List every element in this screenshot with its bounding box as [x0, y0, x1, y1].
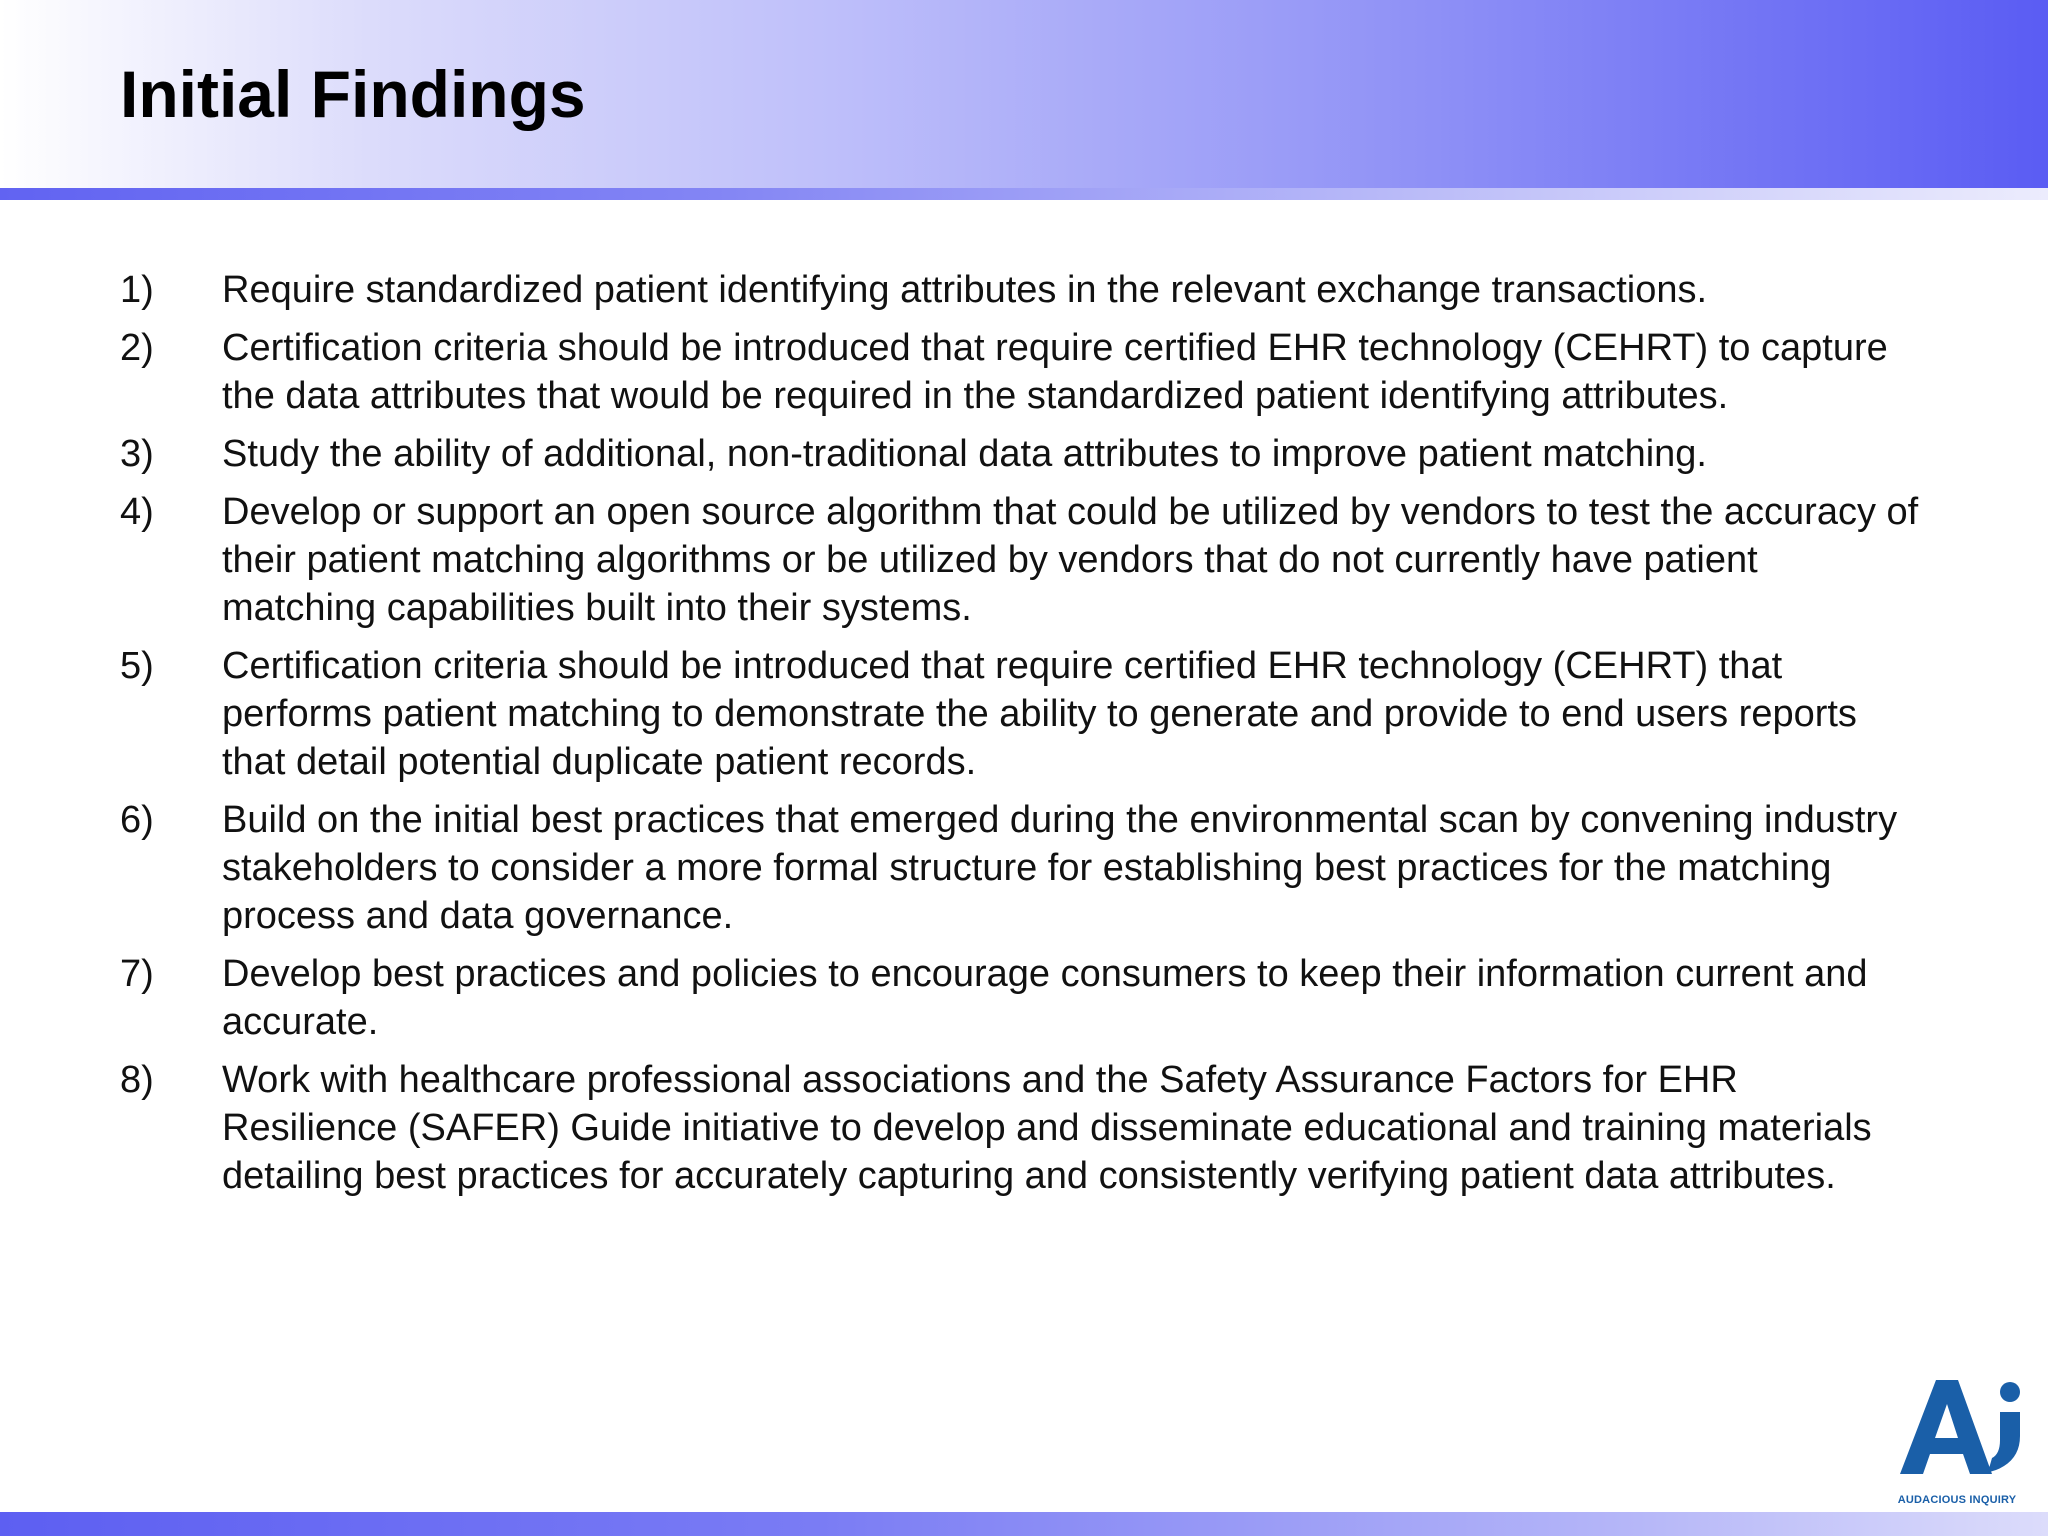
- item-number: 1): [120, 269, 154, 311]
- logo-wordmark: AUDACIOUS INQUIRY: [1897, 1494, 2017, 1506]
- item-number: 3): [120, 433, 154, 475]
- item-text: Study the ability of additional, non-traditional data attributes to improve patient matching.: [222, 433, 1707, 475]
- list-item: [120, 488, 1920, 632]
- item-text: Certification criteria should be introduced that require certified EHR technology (CEHRT) to capture the data attributes that would be required in the standardized patient identifying attributes.: [222, 327, 1888, 417]
- list-item: [120, 1056, 1920, 1200]
- list-item: [120, 430, 1920, 478]
- list-item: [120, 950, 1920, 1046]
- item-number: 4): [120, 491, 154, 533]
- company-logo: [1882, 1376, 2032, 1506]
- list-item: [120, 796, 1920, 940]
- slide-title: Initial Findings: [120, 57, 586, 131]
- item-number: 5): [120, 645, 154, 687]
- audacious-inquiry-logo-icon: [1892, 1376, 2032, 1476]
- item-number: 8): [120, 1059, 154, 1101]
- item-text: Develop best practices and policies to encourage consumers to keep their information current and accurate.: [222, 953, 1868, 1043]
- item-text: Build on the initial best practices that emerged during the environmental scan by convening industry stakeholders to consider a more formal structure for establishing best practices for the matching process and data governance.: [222, 799, 1898, 937]
- item-number: 7): [120, 953, 154, 995]
- item-text: Certification criteria should be introduced that require certified EHR technology (CEHRT) that performs patient matching to demonstrate the ability to generate and provide to end users reports that detail potential duplicate patient records.: [222, 645, 1857, 783]
- item-number: 6): [120, 799, 154, 841]
- item-text: Require standardized patient identifying attributes in the relevant exchange transactions.: [222, 269, 1708, 311]
- item-number: 2): [120, 327, 154, 369]
- item-text: Work with healthcare professional associations and the Safety Assurance Factors for EHR Resilience (SAFER) Guide initiative to develop and disseminate educational and training materials detailing best practices for accurately capturing and consistently verifying patient data attributes.: [222, 1059, 1872, 1197]
- item-text: Develop or support an open source algorithm that could be utilized by vendors to test the accuracy of their patient matching algorithms or be utilized by vendors that do not currently have patient matching capabilities built into their systems.: [222, 491, 1919, 629]
- list-item: [120, 642, 1920, 786]
- list-item: [120, 324, 1920, 420]
- header-divider: [0, 188, 2048, 200]
- findings-list: [120, 266, 1920, 1210]
- list-item: [120, 266, 1920, 314]
- footer-bar: [0, 1512, 2048, 1536]
